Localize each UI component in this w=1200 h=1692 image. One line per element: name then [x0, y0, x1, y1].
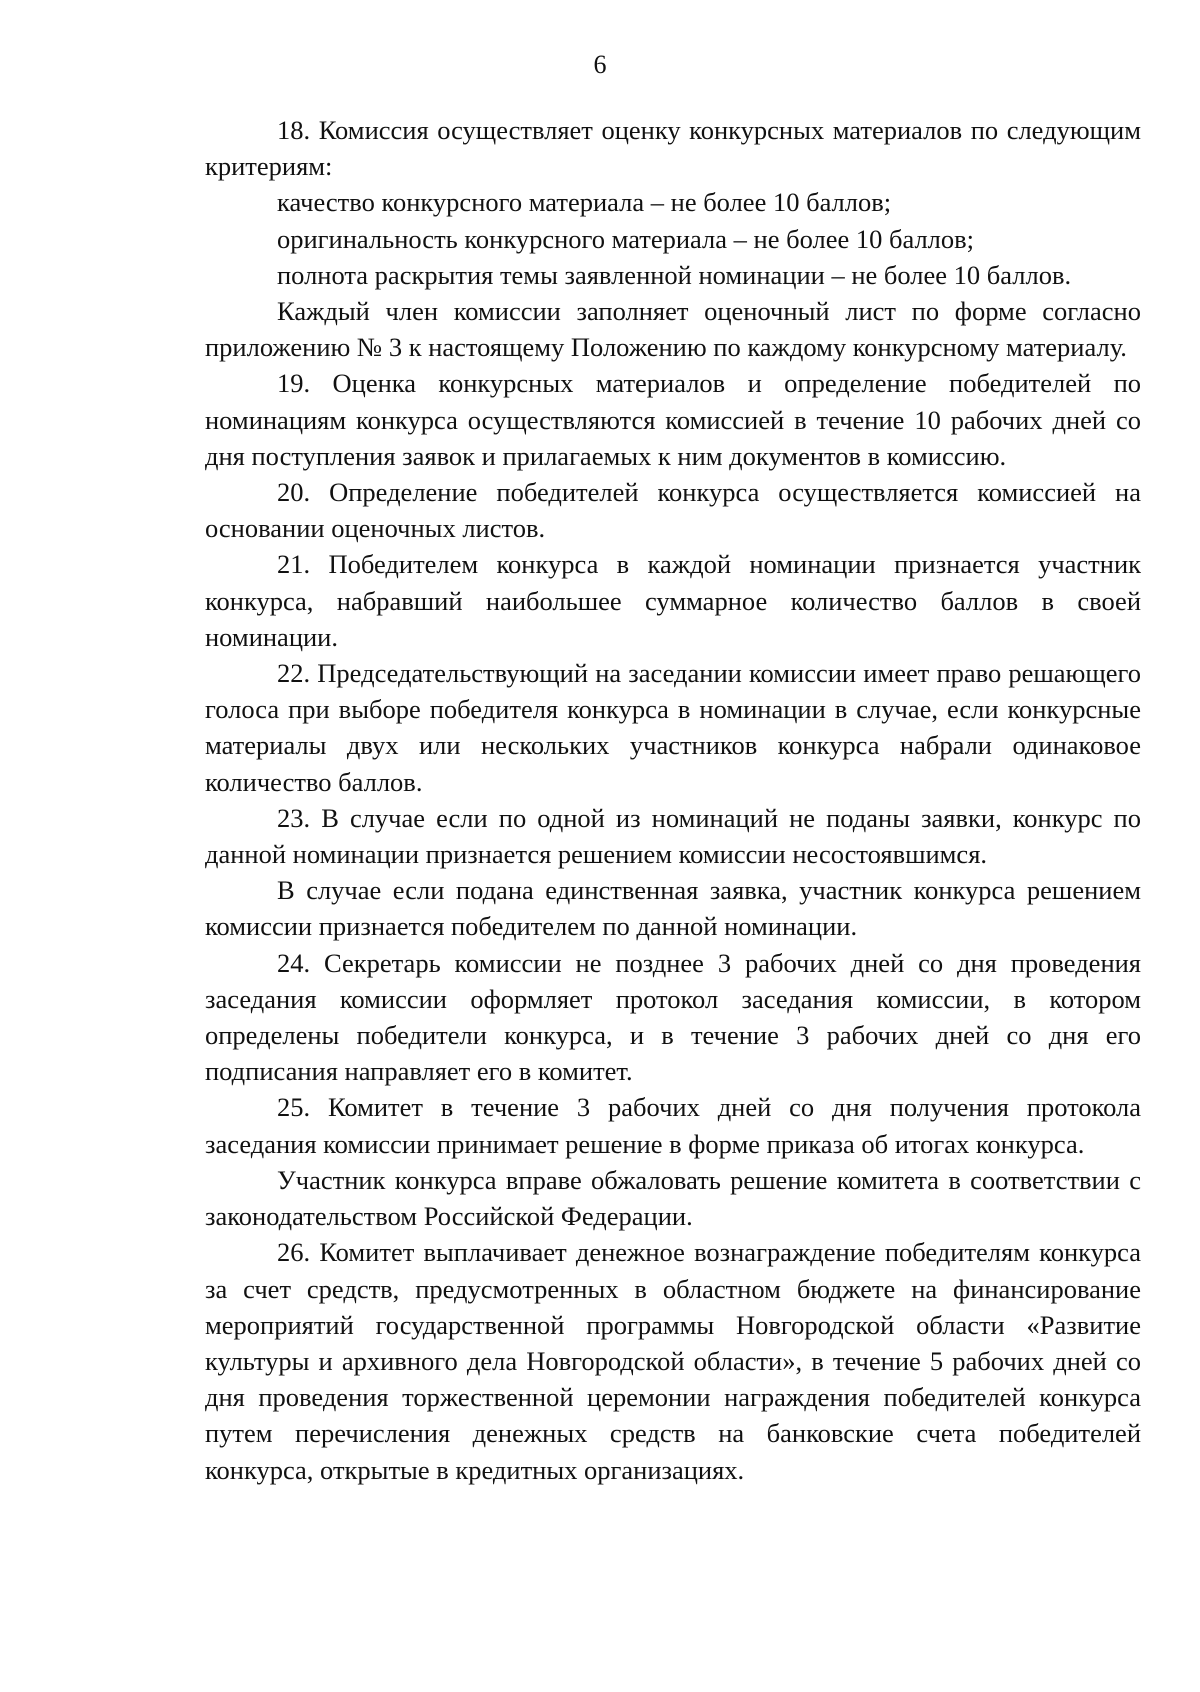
paragraph-evaluation-sheet: Каждый член комиссии заполняет оценочный лист по форме согласно приложению № 3 к настоящему Положению по каждому конкурсному материалу.: [205, 296, 1141, 363]
criterion-originality: оригинальность конкурсного материала – не более 10 баллов;: [277, 223, 975, 254]
paragraph-23: 23. В случае если по одной из номинаций не поданы заявки, конкурс по данной номинации признается решением комиссии несостоявшимся.: [205, 802, 1141, 870]
document-body: [205, 112, 1141, 1488]
paragraph-19: 19. Оценка конкурсных материалов и определение победителей по номинациям конкурса осуществляются комиссией в течение 10 рабочих дней со дня поступления заявок и прилагаемых к ним документов в комиссию.: [205, 368, 1141, 471]
page-number: 6: [593, 50, 607, 79]
criterion-completeness: полнота раскрытия темы заявленной номинации – не более 10 баллов.: [277, 259, 1072, 290]
paragraph-22: 22. Председательствующий на заседании комиссии имеет право решающего голоса при выборе победителя конкурса в номинации в случае, если конкурсные материалы двух или нескольких участников конкурса набрали одинаковое количество баллов.: [205, 658, 1141, 797]
criterion-quality: качество конкурсного материала – не более 10 баллов;: [277, 187, 892, 218]
paragraph-18: 18. Комиссия осуществляет оценку конкурсных материалов по следующим критериям:: [205, 115, 1141, 182]
paragraph-21: 21. Победителем конкурса в каждой номинации признается участник конкурса, набравший наибольшее суммарное количество баллов в своей номинации.: [205, 549, 1141, 652]
paragraph-20: 20. Определение победителей конкурса осуществляется комиссией на основании оценочных листов.: [205, 477, 1141, 544]
paragraph-24: 24. Секретарь комиссии не позднее 3 рабочих дней со дня проведения заседания комиссии оформляет протокол заседания комиссии, в котором определены победители конкурса, и в течение 3 рабочих дней со дня его подписания направляет его в комитет.: [205, 947, 1141, 1087]
paragraph-appeal: Участник конкурса вправе обжаловать решение комитета в соответствии с законодательством Российской Федерации.: [205, 1164, 1141, 1232]
paragraph-26: 26. Комитет выплачивает денежное вознаграждение победителям конкурса за счет средств, предусмотренных в областном бюджете на финансирование мероприятий государственной программы Новгородской области «Развитие культуры и архивного дела Новгородской области», в течение 5 рабочих дней со дня проведения торжественной церемонии награждения победителей конкурса путем перечисления денежных средств на банковские счета победителей конкурса, открытые в кредитных организациях.: [205, 1237, 1141, 1485]
paragraph-25: 25. Комитет в течение 3 рабочих дней со дня получения протокола заседания комиссии принимает решение в форме приказа об итогах конкурса.: [205, 1092, 1141, 1159]
paragraph-single-application: В случае если подана единственная заявка, участник конкурса решением комиссии признается победителем по данной номинации.: [205, 875, 1141, 942]
